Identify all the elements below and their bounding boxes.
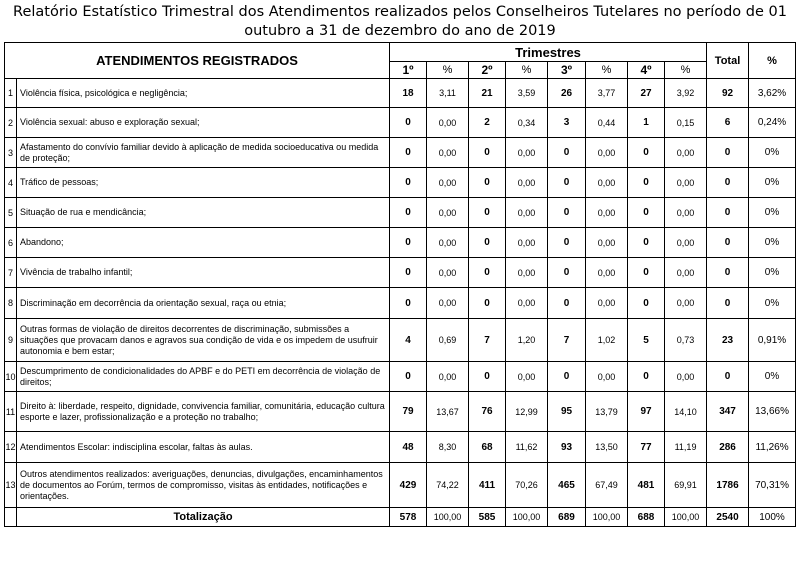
row-q1: 429 xyxy=(390,463,427,508)
row-q3: 0 xyxy=(548,288,586,319)
row-p1: 0,00 xyxy=(427,198,469,228)
row-number: 12 xyxy=(5,432,17,463)
row-pct: 0% xyxy=(749,228,796,258)
row-q1: 0 xyxy=(390,258,427,288)
row-q2: 0 xyxy=(469,228,506,258)
row-p2: 0,00 xyxy=(506,168,548,198)
row-total: 347 xyxy=(707,392,749,432)
row-q3: 7 xyxy=(548,319,586,362)
row-q4: 0 xyxy=(628,168,665,198)
total-p4: 100,00 xyxy=(665,508,707,527)
row-q3: 465 xyxy=(548,463,586,508)
total-q4: 688 xyxy=(628,508,665,527)
row-p4: 0,00 xyxy=(665,168,707,198)
row-total: 0 xyxy=(707,362,749,392)
row-q4: 1 xyxy=(628,108,665,138)
row-q1: 79 xyxy=(390,392,427,432)
row-p2: 0,00 xyxy=(506,228,548,258)
row-description: Afastamento do convívio familiar devido à aplicação de medida socioeducativa ou medida de proteção; xyxy=(17,138,390,168)
row-number: 7 xyxy=(5,258,17,288)
row-p1: 0,00 xyxy=(427,288,469,319)
row-p4: 0,00 xyxy=(665,138,707,168)
row-p4: 0,00 xyxy=(665,198,707,228)
row-total: 92 xyxy=(707,79,749,108)
row-q1: 0 xyxy=(390,228,427,258)
statistics-table xyxy=(4,42,796,527)
row-p1: 74,22 xyxy=(427,463,469,508)
row-q2: 7 xyxy=(469,319,506,362)
table-row xyxy=(5,319,796,362)
row-p3: 0,00 xyxy=(586,138,628,168)
row-number: 4 xyxy=(5,168,17,198)
row-p2: 0,00 xyxy=(506,258,548,288)
row-q4: 5 xyxy=(628,319,665,362)
row-total: 0 xyxy=(707,288,749,319)
row-q3: 26 xyxy=(548,79,586,108)
row-q3: 0 xyxy=(548,198,586,228)
row-p1: 0,00 xyxy=(427,108,469,138)
row-number: 13 xyxy=(5,463,17,508)
row-q3: 0 xyxy=(548,168,586,198)
row-q4: 97 xyxy=(628,392,665,432)
row-pct: 3,62% xyxy=(749,79,796,108)
row-p1: 0,69 xyxy=(427,319,469,362)
row-p3: 67,49 xyxy=(586,463,628,508)
row-q3: 95 xyxy=(548,392,586,432)
row-q2: 411 xyxy=(469,463,506,508)
row-p3: 0,00 xyxy=(586,362,628,392)
header-q2: 2º xyxy=(469,62,506,79)
row-q4: 0 xyxy=(628,228,665,258)
table-row xyxy=(5,288,796,319)
row-q1: 0 xyxy=(390,108,427,138)
row-description: Violência física, psicológica e negligência; xyxy=(17,79,390,108)
row-p1: 0,00 xyxy=(427,362,469,392)
row-q4: 0 xyxy=(628,258,665,288)
row-total: 6 xyxy=(707,108,749,138)
row-q2: 68 xyxy=(469,432,506,463)
row-number: 5 xyxy=(5,198,17,228)
row-p4: 14,10 xyxy=(665,392,707,432)
header-pct-q1: % xyxy=(427,62,469,79)
table-row xyxy=(5,79,796,108)
row-description: Atendimentos Escolar: indisciplina escolar, faltas às aulas. xyxy=(17,432,390,463)
totals-blank xyxy=(5,508,17,527)
row-p2: 0,00 xyxy=(506,138,548,168)
total-p1: 100,00 xyxy=(427,508,469,527)
row-q2: 21 xyxy=(469,79,506,108)
row-q1: 0 xyxy=(390,288,427,319)
header-pct-q3: % xyxy=(586,62,628,79)
row-q1: 0 xyxy=(390,198,427,228)
row-q2: 0 xyxy=(469,198,506,228)
row-p2: 0,00 xyxy=(506,362,548,392)
row-p1: 0,00 xyxy=(427,168,469,198)
row-pct: 13,66% xyxy=(749,392,796,432)
row-total: 286 xyxy=(707,432,749,463)
row-p1: 0,00 xyxy=(427,138,469,168)
header-q4: 4º xyxy=(628,62,665,79)
row-q2: 2 xyxy=(469,108,506,138)
row-description: Abandono; xyxy=(17,228,390,258)
row-q1: 4 xyxy=(390,319,427,362)
row-q2: 0 xyxy=(469,288,506,319)
row-q4: 0 xyxy=(628,288,665,319)
row-p3: 13,79 xyxy=(586,392,628,432)
row-q4: 0 xyxy=(628,198,665,228)
row-p4: 69,91 xyxy=(665,463,707,508)
total-pct: 100% xyxy=(749,508,796,527)
row-pct: 0% xyxy=(749,198,796,228)
row-q2: 0 xyxy=(469,168,506,198)
row-p1: 0,00 xyxy=(427,228,469,258)
row-total: 0 xyxy=(707,258,749,288)
row-pct: 0,91% xyxy=(749,319,796,362)
row-total: 23 xyxy=(707,319,749,362)
header-trimestres: Trimestres xyxy=(390,43,707,62)
row-pct: 0% xyxy=(749,258,796,288)
row-q4: 27 xyxy=(628,79,665,108)
row-p3: 0,00 xyxy=(586,288,628,319)
row-p1: 3,11 xyxy=(427,79,469,108)
total-p3: 100,00 xyxy=(586,508,628,527)
table-row xyxy=(5,463,796,508)
row-p2: 11,62 xyxy=(506,432,548,463)
row-p3: 0,00 xyxy=(586,198,628,228)
row-q2: 0 xyxy=(469,138,506,168)
row-number: 6 xyxy=(5,228,17,258)
row-q4: 481 xyxy=(628,463,665,508)
row-number: 11 xyxy=(5,392,17,432)
row-description: Direito à: liberdade, respeito, dignidade, convivencia familiar, comunitária, educação cultura esporte e lazer, profissionalização e a proteção no trabalho; xyxy=(17,392,390,432)
totals-label: Totalização xyxy=(17,508,390,527)
row-description: Vivência de trabalho infantil; xyxy=(17,258,390,288)
header-total-pct: % xyxy=(749,43,796,79)
table-row xyxy=(5,392,796,432)
row-p2: 1,20 xyxy=(506,319,548,362)
row-pct: 11,26% xyxy=(749,432,796,463)
total-q2: 585 xyxy=(469,508,506,527)
row-p2: 0,00 xyxy=(506,198,548,228)
row-q3: 0 xyxy=(548,362,586,392)
title-line-2: outubro a 31 de dezembro do ano de 2019 xyxy=(244,23,556,39)
row-p1: 13,67 xyxy=(427,392,469,432)
row-pct: 0,24% xyxy=(749,108,796,138)
row-p1: 8,30 xyxy=(427,432,469,463)
row-description: Tráfico de pessoas; xyxy=(17,168,390,198)
row-total: 0 xyxy=(707,198,749,228)
row-p3: 0,44 xyxy=(586,108,628,138)
row-pct: 0% xyxy=(749,138,796,168)
row-p3: 0,00 xyxy=(586,228,628,258)
row-total: 0 xyxy=(707,228,749,258)
row-number: 2 xyxy=(5,108,17,138)
row-p4: 0,00 xyxy=(665,288,707,319)
row-pct: 0% xyxy=(749,168,796,198)
row-q3: 0 xyxy=(548,228,586,258)
row-description: Descumprimento de condicionalidades do APBF e do PETI em decorrência de violação de direitos; xyxy=(17,362,390,392)
row-p2: 0,34 xyxy=(506,108,548,138)
row-p2: 70,26 xyxy=(506,463,548,508)
row-p1: 0,00 xyxy=(427,258,469,288)
header-q3: 3º xyxy=(548,62,586,79)
row-description: Situação de rua e mendicância; xyxy=(17,198,390,228)
row-p3: 3,77 xyxy=(586,79,628,108)
totals-row xyxy=(5,508,796,527)
row-number: 9 xyxy=(5,319,17,362)
table-row xyxy=(5,432,796,463)
table-row xyxy=(5,362,796,392)
table-row xyxy=(5,228,796,258)
row-q2: 76 xyxy=(469,392,506,432)
header-pct-q4: % xyxy=(665,62,707,79)
row-pct: 70,31% xyxy=(749,463,796,508)
row-q4: 0 xyxy=(628,362,665,392)
row-total: 0 xyxy=(707,168,749,198)
row-pct: 0% xyxy=(749,288,796,319)
row-p4: 0,00 xyxy=(665,362,707,392)
row-p3: 0,00 xyxy=(586,168,628,198)
row-q1: 0 xyxy=(390,362,427,392)
table-row xyxy=(5,138,796,168)
row-q4: 77 xyxy=(628,432,665,463)
row-p2: 12,99 xyxy=(506,392,548,432)
row-pct: 0% xyxy=(749,362,796,392)
row-q2: 0 xyxy=(469,362,506,392)
row-p2: 3,59 xyxy=(506,79,548,108)
row-q1: 48 xyxy=(390,432,427,463)
total-q3: 689 xyxy=(548,508,586,527)
header-total: Total xyxy=(707,43,749,79)
header-pct-q2: % xyxy=(506,62,548,79)
row-q3: 0 xyxy=(548,138,586,168)
table-row xyxy=(5,258,796,288)
row-p3: 0,00 xyxy=(586,258,628,288)
row-q3: 93 xyxy=(548,432,586,463)
row-description: Outros atendimentos realizados: averiguações, denuncias, divulgações, encaminhamentos de documentos ao Forúm, termos de compromisso, visitas às entidades, notificações e orientações. xyxy=(17,463,390,508)
row-p4: 0,73 xyxy=(665,319,707,362)
row-p4: 11,19 xyxy=(665,432,707,463)
row-p4: 0,15 xyxy=(665,108,707,138)
row-q1: 0 xyxy=(390,168,427,198)
row-p3: 1,02 xyxy=(586,319,628,362)
table-row xyxy=(5,198,796,228)
row-number: 3 xyxy=(5,138,17,168)
header-q1: 1º xyxy=(390,62,427,79)
total-p2: 100,00 xyxy=(506,508,548,527)
total-q1: 578 xyxy=(390,508,427,527)
row-q1: 0 xyxy=(390,138,427,168)
row-number: 1 xyxy=(5,79,17,108)
row-q3: 3 xyxy=(548,108,586,138)
row-q2: 0 xyxy=(469,258,506,288)
row-p4: 0,00 xyxy=(665,258,707,288)
row-p4: 3,92 xyxy=(665,79,707,108)
row-total: 1786 xyxy=(707,463,749,508)
row-q3: 0 xyxy=(548,258,586,288)
report-title xyxy=(0,0,800,42)
table-row xyxy=(5,108,796,138)
row-number: 10 xyxy=(5,362,17,392)
row-number: 8 xyxy=(5,288,17,319)
row-q4: 0 xyxy=(628,138,665,168)
row-q1: 18 xyxy=(390,79,427,108)
row-description: Discriminação em decorrência da orientação sexual, raça ou etnia; xyxy=(17,288,390,319)
row-description: Outras formas de violação de direitos decorrentes de discriminação, submissões a situações que provacam danos e agravos sua condição de vida e os impedem de usufruir autonomia e bem estar; xyxy=(17,319,390,362)
title-line-1: Relatório Estatístico Trimestral dos Atendimentos realizados pelos Conselheiros Tutelares no período de 01 xyxy=(13,4,787,20)
table-row xyxy=(5,168,796,198)
row-p4: 0,00 xyxy=(665,228,707,258)
total-total: 2540 xyxy=(707,508,749,527)
header-atendimentos: ATENDIMENTOS REGISTRADOS xyxy=(5,43,390,79)
row-p2: 0,00 xyxy=(506,288,548,319)
row-p3: 13,50 xyxy=(586,432,628,463)
row-total: 0 xyxy=(707,138,749,168)
row-description: Violência sexual: abuso e exploração sexual; xyxy=(17,108,390,138)
